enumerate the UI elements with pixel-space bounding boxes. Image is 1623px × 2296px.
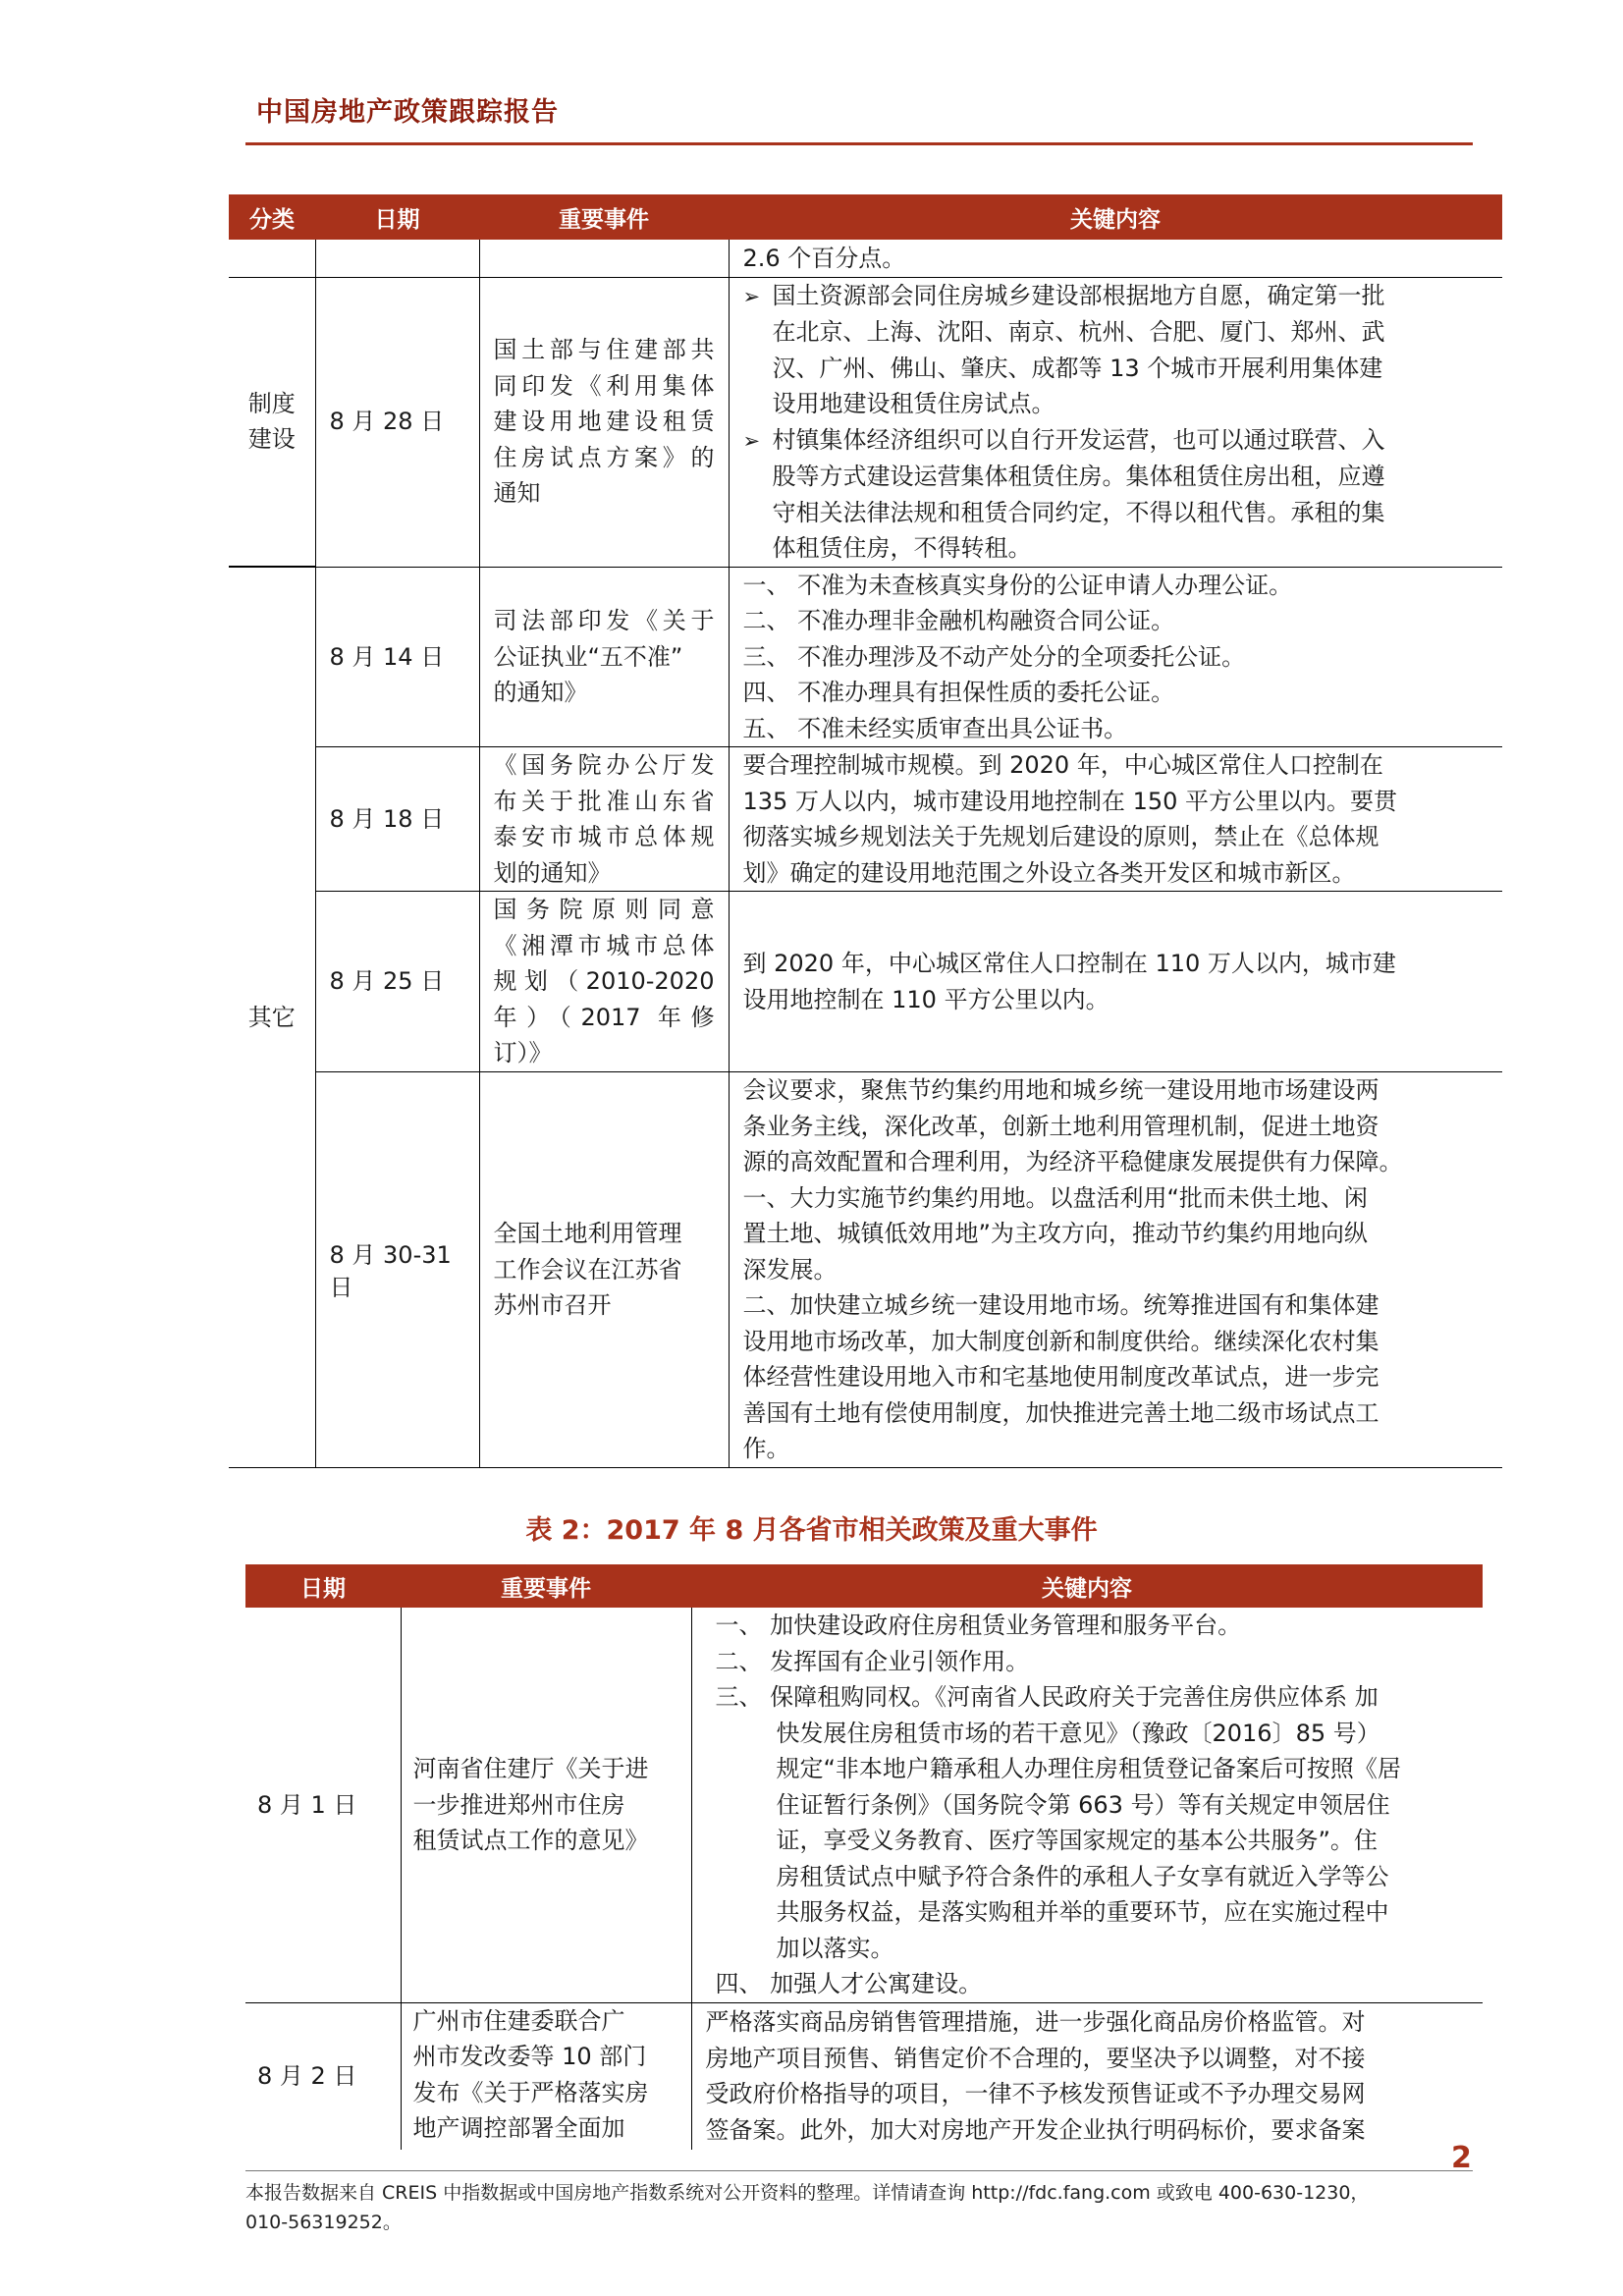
continued-text: 2.6 个百分点。 xyxy=(742,244,906,272)
col-header-date: 日期 xyxy=(245,1564,401,1608)
date-cell: 8 月 25 日 xyxy=(315,892,479,1072)
table-header-row xyxy=(229,194,1502,240)
header-divider xyxy=(245,142,1473,145)
date-cell: 8 月 28 日 xyxy=(315,277,479,567)
content-cell: 严格落实商品房销售管理措施，进一步强化商品房价格监管。对 房地产项目预售、销售定价不合理的，要坚决予以调整，对不接 受政府价格指导的项目，一律不予核发预售证或不予办理交易网 签备案。此外，加大对房地产开发企业执行明码标价，要求备案 xyxy=(705,2008,1366,2144)
footer-note: 本报告数据来自 CREIS 中指数据或中国房地产指数系统对公开资料的整理。详情请查询 http://fdc.fang.com 或致电 400-630-1230， 010-56319252。 xyxy=(245,2182,1370,2233)
table-row xyxy=(229,277,1502,567)
content-cell: 一、 不准为未查核真实身份的公证申请人办理公证。 二、 不准办理非金融机构融资合同公证。 三、 不准办理涉及不动产处分的全项委托公证。 四、 不准办理具有担保性质的委托公证。 五、 不准未经实质审查出具公证书。 xyxy=(729,567,1502,747)
date-cell: 8 月 14 日 xyxy=(315,567,479,747)
event-cell: 河南省住建厅《关于进 一步推进郑州市住房 租赁试点工作的意见》 xyxy=(401,1608,691,2002)
col-header-content: 关键内容 xyxy=(729,194,1502,240)
category-cell-other: 其它 xyxy=(229,567,315,1467)
page-number: 2 xyxy=(1451,2141,1472,2175)
table-row xyxy=(245,2002,1483,2150)
table-row xyxy=(245,1608,1483,2002)
event-cell: 广州市住建委联合广 州市发改委等 10 部门 发布《关于严格落实房 地产调控部署全面加 xyxy=(401,2002,691,2150)
content-cell: 要合理控制城市规模。到 2020 年，中心城区常住人口控制在 135 万人以内，城市建设用地控制在 150 平方公里以内。要贯 彻落实城乡规划法关于先规划后建设的原则，禁止在《总体规 划》确定的建设用地范围之外设立各类开发区和城市新区。 xyxy=(729,747,1502,892)
policy-table-national xyxy=(229,194,1502,1468)
event-cell: 国土部与住建部共 同印发《利用集体 建设用地建设租赁 住房试点方案》的 通知 xyxy=(479,277,729,567)
event-cell: 国务院原则同意 《湘潭市城市总体 规划（2010-2020 年）（2017 年修 订）》 xyxy=(479,892,729,1072)
col-header-date: 日期 xyxy=(315,194,479,240)
content-cell: 到 2020 年，中心城区常住人口控制在 110 万人以内，城市建 设用地控制在 110 平方公里以内。 xyxy=(729,892,1502,1072)
event-cell: 司法部印发《关于 公证执业“五不准” 的通知》 xyxy=(479,567,729,747)
content-cell: 一、 加快建设政府住房租赁业务管理和服务平台。 二、 发挥国有企业引领作用。 三、 保障租购同权。《河南省人民政府关于完善住房供应体系 加 快发展住房租赁市场的若干意见》（豫政〔2016〕85 号） 规定“非本地户籍承租人办理住房租赁登记备案后可按照《居 住证暂行条例》（国务院令第 663 号）等有关规定申领居住 证，享受义务教育、医疗等国家规定的基本公共服务”。住 房租赁试点中赋予符合条件的承租人子女享有就近入学等公 共服务权益，是落实购租并举的重要环节，应在实施过程中 加以落实。 四、 加强人才公寓建设。 xyxy=(691,1608,1483,2002)
table-row xyxy=(229,567,1502,747)
table-row xyxy=(229,747,1502,892)
table2-caption: 表 2：2017 年 8 月各省市相关政策及重大事件 xyxy=(525,1515,1098,1546)
event-cell: 《国务院办公厅发 布关于批准山东省 泰安市城市总体规 划的通知》 xyxy=(479,747,729,892)
date-cell: 8 月 30-31 日 xyxy=(315,1072,479,1468)
content-cell: 会议要求，聚焦节约集约用地和城乡统一建设用地市场建设两 条业务主线，深化改革，创新土地利用管理机制，促进土地资 源的高效配置和合理利用，为经济平稳健康发展提供有力保障。 一、大力实施节约集约用地。以盘活利用“批而未供土地、闲 置土地、城镇低效用地”为主攻方向，推动节约集约用地向纵 深发展。 二、加快建立城乡统一建设用地市场。统筹推进国有和集体建 设用地市场改革，加大制度创新和制度供给。继续深化农村集 体经营性建设用地入市和宅基地使用制度改革试点，进一步完 善国有土地有偿使用制度，加快推进完善土地二级市场试点工 作。 xyxy=(729,1072,1502,1468)
event-cell: 全国土地利用管理 工作会议在江苏省 苏州市召开 xyxy=(479,1072,729,1468)
report-header-title: 中国房地产政策跟踪报告 xyxy=(256,97,559,128)
table-header-row xyxy=(245,1564,1483,1608)
date-cell: 8 月 1 日 xyxy=(245,1608,401,2002)
footer-divider xyxy=(245,2170,1473,2171)
category-cell-system: 制度 建设 xyxy=(229,277,315,567)
date-cell: 8 月 2 日 xyxy=(245,2002,401,2150)
table-row xyxy=(229,1072,1502,1468)
table-row xyxy=(229,892,1502,1072)
date-cell: 8 月 18 日 xyxy=(315,747,479,892)
table-row xyxy=(229,240,1502,277)
col-header-event: 重要事件 xyxy=(479,194,729,240)
policy-table-provincial xyxy=(245,1564,1483,2150)
col-header-category: 分类 xyxy=(229,194,315,240)
col-header-content: 关键内容 xyxy=(691,1564,1483,1608)
content-cell: ➢ 国土资源部会同住房城乡建设部根据地方自愿，确定第一批 在北京、上海、沈阳、南京、杭州、合肥、厦门、郑州、武 汉、广州、佛山、肇庆、成都等 13 个城市开展利用集体建 设用地建设租赁住房试点。 ➢ 村镇集体经济组织可以自行开发运营，也可以通过联营、入 股等方式建设运营集体租赁住房。集体租赁住房出租，应遵 守相关法律法规和租赁合同约定，不得以租代售。承租的集 体租赁住房，不得转租。 xyxy=(729,277,1502,567)
col-header-event: 重要事件 xyxy=(401,1564,691,1608)
